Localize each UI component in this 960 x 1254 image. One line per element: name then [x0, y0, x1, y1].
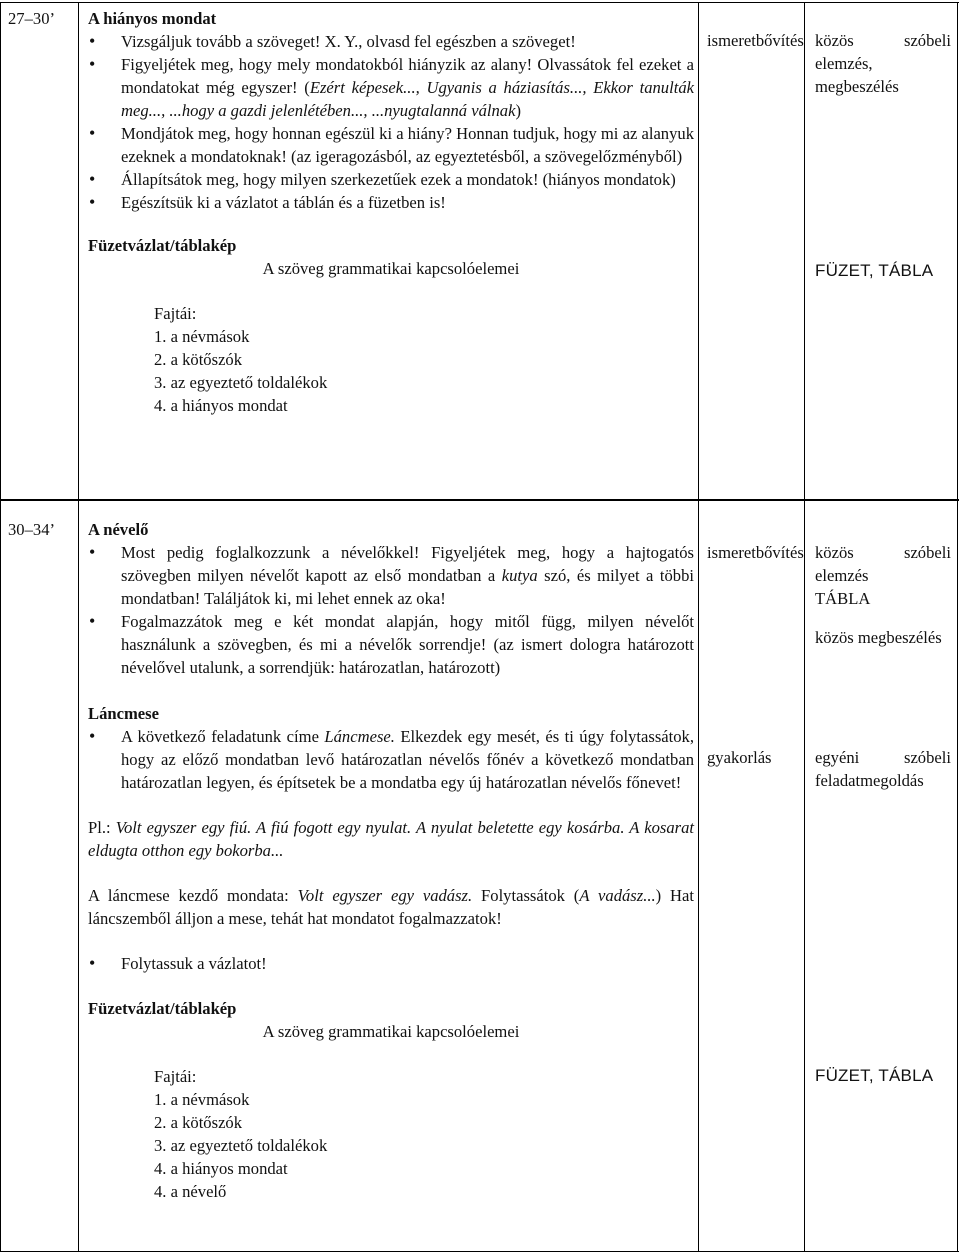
tools-cell: közös szóbeli elemzés, megbeszélés: [815, 31, 951, 96]
sketch-title: Füzetvázlat/táblakép: [88, 999, 237, 1018]
list-item: • Folytassuk a vázlatot!: [88, 952, 694, 975]
list-item: • A következő feladatunk címe Láncmese. Elkezdek egy mesét, és ti úgy folytassátok, hogy az előző mondatban levő határozatlan névelős főnév a következő mondatban határozatlan legyen, és építsetek be a mondatba egy új határozatlan névelős főnevet!: [88, 725, 694, 794]
types-label: Fajtái:: [154, 1067, 197, 1086]
list-item: • Fogalmazzátok meg e két mondat alapján, hogy mitől függ, milyen névelőt használunk a szövegben, és mi a névelők sorrendje! (az ismert dologra határozott névelővel utalunk, a sorrendjük: határozatlan, határozott): [88, 610, 694, 679]
time-cell: 27–30’: [8, 9, 56, 28]
list-item: • Mondjátok meg, hogy honnan egészül ki a hiány? Honnan tudjuk, hogy mi az alanyuk ezeknek a mondatoknak! (az igeragozásból, az egyeztetésből, a szövegelőzményből): [88, 122, 694, 168]
list-item: • Állapítsátok meg, hogy milyen szerkezetűek ezek a mondatok! (hiányos mondatok): [88, 168, 694, 191]
list-item: 3. az egyeztető toldalékok: [154, 1136, 328, 1155]
content-cell: [88, 518, 694, 1203]
section-heading: A hiányos mondat: [88, 9, 217, 28]
task-list: [88, 952, 694, 975]
section-heading: A névelő: [88, 520, 149, 539]
tools-cell: egyéni szóbeli feladatmegoldás: [815, 748, 951, 790]
list-item: 4. a névelő: [154, 1182, 227, 1201]
time-cell: 30–34’: [8, 520, 56, 539]
section-heading: Láncmese: [88, 704, 159, 723]
task-list: [88, 30, 694, 214]
list-item: 1. a névmások: [154, 1090, 250, 1109]
sketch-title: Füzetvázlat/táblakép: [88, 236, 237, 255]
start-sentence: A láncmese kezdő mondata: Volt egyszer egy vadász. Folytassátok (A vadász...) Hat láncszemből álljon a mese, tehát hat mondatot fogalmazzatok!: [88, 886, 695, 928]
tools-bottom: FÜZET, TÁBLA: [815, 1066, 934, 1085]
task-list: [88, 541, 694, 679]
tools-cell: közös szóbeli elemzés TÁBLA közös megbeszélés: [815, 543, 951, 647]
types-label: Fajtái:: [154, 304, 197, 323]
example-text: Pl.: Volt egyszer egy fiú. A fiú fogott egy nyulat. A nyulat beletette egy kosárba. A kosarat eldugta otthon egy bokorba...: [88, 818, 694, 860]
table-row: [0, 2, 959, 501]
list-item: 2. a kötőszók: [154, 350, 243, 369]
list-item: 1. a névmások: [154, 327, 250, 346]
sketch-subtitle: A szöveg grammatikai kapcsolóelemei: [262, 1022, 520, 1041]
method-cell: ismeretbővítés: [707, 31, 804, 50]
table-row: [0, 499, 959, 1252]
tools-bottom: FÜZET, TÁBLA: [815, 261, 934, 280]
list-item: • Figyeljétek meg, hogy mely mondatokból hiányzik az alany! Olvassátok fel ezeket a mondatokat még egyszer! (Ezért képesek..., Ugyanis a háziasítás..., Ekkor tanulták meg..., ...hogy a gazdi jelenlétében..., ...nyugtalanná válnak): [88, 53, 694, 122]
list-item: • Egészítsük ki a vázlatot a táblán és a füzetben is!: [88, 191, 694, 214]
method-cell: ismeretbővítés: [707, 543, 804, 562]
list-item: • Most pedig foglalkozzunk a névelőkkel! Figyeljétek meg, hogy a hajtogatós szövegben milyen névelőt kapott az első mondatban a kutya szó, és milyet a többi mondatban! Találjátok ki, mi lehet ennek az oka!: [88, 541, 694, 610]
method-cell: gyakorlás: [707, 748, 772, 767]
list-item: • Vizsgáljuk tovább a szöveget! X. Y., olvasd fel egészben a szöveget!: [88, 30, 694, 53]
sketch-subtitle: A szöveg grammatikai kapcsolóelemei: [262, 259, 520, 278]
list-item: 3. az egyeztető toldalékok: [154, 373, 328, 392]
list-item: 4. a hiányos mondat: [154, 396, 288, 415]
list-item: 4. a hiányos mondat: [154, 1159, 288, 1178]
content-cell: [88, 7, 694, 417]
task-list: [88, 725, 694, 794]
list-item: 2. a kötőszók: [154, 1113, 243, 1132]
